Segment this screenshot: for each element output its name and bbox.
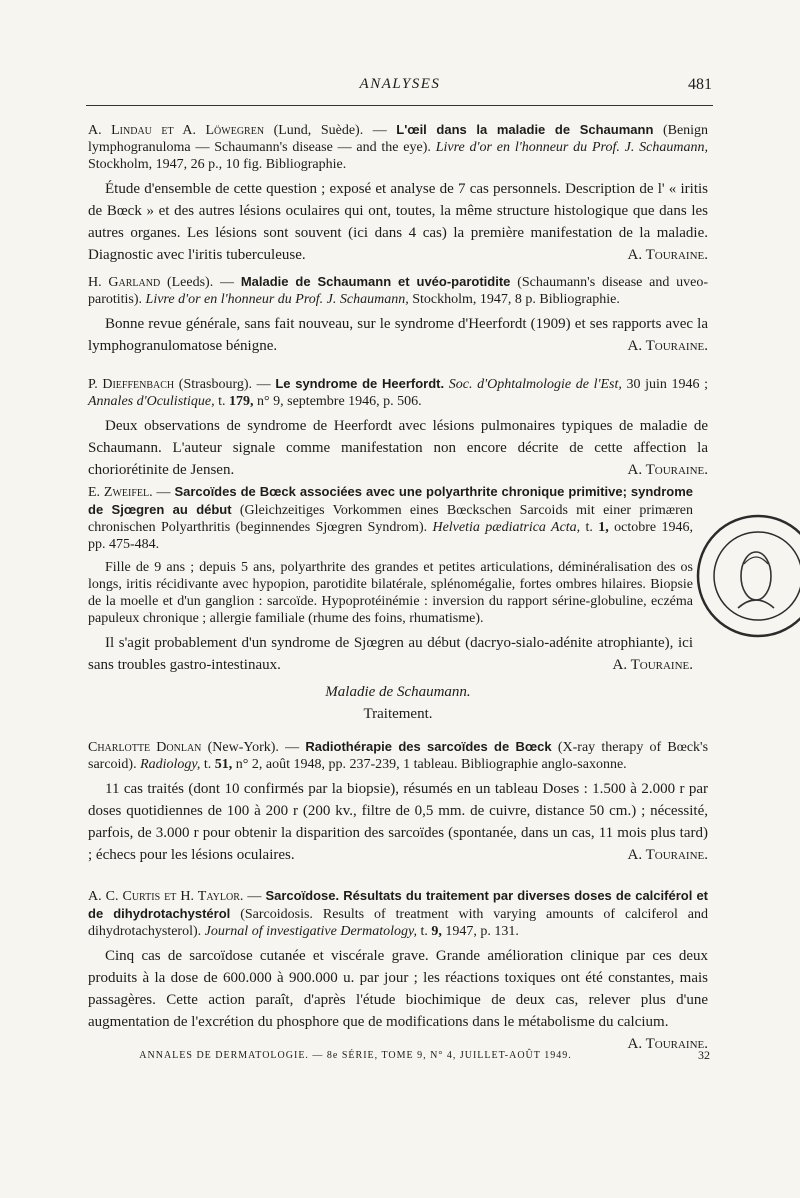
signature-mark: 32 xyxy=(698,1048,710,1062)
article-society: Soc. d'Ophtalmologie de l'Est, xyxy=(448,377,622,392)
article-journal: Livre d'or en l'honneur du Prof. J. Schaumann, xyxy=(145,292,409,307)
library-stamp xyxy=(692,484,800,664)
article-curtis-taylor xyxy=(88,887,708,1055)
running-title: ANALYSES xyxy=(359,76,441,92)
article-citation xyxy=(88,887,708,940)
article-volume: 51, xyxy=(214,757,233,772)
article-author: E. Zweifel. xyxy=(88,485,153,500)
article-citation xyxy=(88,483,693,553)
article-author: H. Garland xyxy=(88,275,161,290)
article-place: (Strasbourg). — xyxy=(178,377,271,392)
article-journal: Annales d'Oculistique, xyxy=(88,394,215,409)
article-title: Sarcoïdose. Résultats du traitement par diverses doses de calciférol et de dihydrotachystérol xyxy=(88,888,709,921)
article-signature: A. Touraine. xyxy=(627,462,708,478)
article-lindau xyxy=(88,121,708,266)
article-signature: A. Touraine. xyxy=(612,657,693,673)
article-title: Radiothérapie des sarcoïdes de Bœck xyxy=(305,739,552,754)
article-body xyxy=(88,313,708,357)
article-journal: Journal of investigative Dermatology, xyxy=(204,924,417,939)
article-source-tail: Stockholm, 1947, 26 p., 10 fig. Bibliographie. xyxy=(88,157,347,172)
article-author: A. C. Curtis et H. Taylor. xyxy=(88,889,244,904)
article-source-tail: Stockholm, 1947, 8 p. Bibliographie. xyxy=(412,292,620,307)
article-body-text: Étude d'ensemble de cette question ; exposé et analyse de 7 cas personnels. Description de l' « iritis de Bœck » et des autres lésions oculaires qui ont, toutes, la même structure histologique que dans les autres organes. Les lésions sont souvent (ici dans 4 cas) la première manifestation de la maladie. Diagnostic avec l'iritis tuberculeuse. xyxy=(88,181,708,263)
article-author: P. Dieffenbach xyxy=(88,377,175,392)
article-place: (Lund, Suède). — xyxy=(273,123,387,138)
article-body xyxy=(88,778,708,866)
article-donlan xyxy=(88,738,708,866)
article-place: (New-York). — xyxy=(207,740,300,755)
article-volume-prefix: t. xyxy=(585,520,593,535)
article-garland xyxy=(88,273,708,357)
section-subtitle: Traitement. xyxy=(363,706,433,722)
article-author: Charlotte Donlan xyxy=(88,740,202,755)
article-signature: A. Touraine. xyxy=(627,338,708,354)
article-volume: 179, xyxy=(229,394,254,409)
article-body-text: Deux observations de syndrome de Heerfordt avec lésions pulmonaires typiques de maladie de Schaumann. L'auteur signale comme manifestation non encore décrite de cette affection la choriorétinite de Jensen. xyxy=(88,418,708,478)
article-title: Le syndrome de Heerfordt. xyxy=(275,376,445,391)
page-number: 481 xyxy=(688,76,712,93)
article-body xyxy=(88,632,693,676)
article-volume-prefix: t. xyxy=(203,757,212,772)
article-source-tail: n° 9, septembre 1946, p. 506. xyxy=(257,394,422,409)
article-volume-prefix: t. xyxy=(218,394,226,409)
article-citation xyxy=(88,738,708,773)
article-volume: 1, xyxy=(598,520,609,535)
article-source: (X-ray therapy of Bœck's sarcoid). xyxy=(88,740,709,772)
article-citation xyxy=(88,273,708,308)
article-journal: Livre d'or en l'honneur du Prof. J. Schaumann, xyxy=(435,140,708,155)
portrait-shoulder-icon xyxy=(738,600,774,608)
article-author: A. Lindau et A. Löwegren xyxy=(88,123,265,138)
journal-footer: ANNALES DE DERMATOLOGIE. — 8e SÉRIE, TOME 9, N° 4, JUILLET-AOÛT 1949. xyxy=(139,1050,572,1061)
portrait-hair-icon xyxy=(744,557,768,564)
header-rule xyxy=(86,105,713,106)
article-source: (Gleichzeitiges Vorkommen eines Bœckschen Sarcoids mit einer primæren chronischen Polyarthritis (beginnendes Sjœgren Syndrom). xyxy=(88,503,693,535)
article-place: — xyxy=(247,889,262,904)
article-body xyxy=(88,945,708,1052)
article-source: (Benign lymphogranuloma — Schaumann's disease — and the eye). xyxy=(88,123,709,155)
article-title: Sarcoïdes de Bœck associées avec une polyarthrite chronique primitive; syndrome de Sjœgren au début xyxy=(88,484,694,517)
article-source-tail: octobre 1946, pp. 475-484. xyxy=(88,520,693,552)
article-citation xyxy=(88,121,708,173)
article-source-tail: 1947, p. 131. xyxy=(445,924,519,939)
article-body-text: Bonne revue générale, sans fait nouveau, sur le syndrome d'Heerfordt (1909) et ses rapports avec la lymphogranulomatose bénigne. xyxy=(88,316,708,354)
article-zweifel xyxy=(88,483,693,676)
article-signature: A. Touraine. xyxy=(627,1036,708,1052)
article-journal: Radiology, xyxy=(140,757,201,772)
article-place: (Leeds). — xyxy=(166,275,235,290)
article-body-text: 11 cas traités (dont 10 confirmés par la biopsie), résumés en un tableau Doses : 1.500 à 2.000 r par doses quotidiennes de 100 à 200 r (200 kv., filtre de 0,5 mm. de cuivre, distance 50 cm.) ; nécessité, parfois, de 3.000 r pour obtenir la disparition des sarcoïdes (spontanée, dans un cas, 11 mois plus tard) ; échecs pour les lésions oculaires. xyxy=(88,781,708,863)
portrait-head-icon xyxy=(741,552,771,600)
article-volume-prefix: t. xyxy=(420,924,428,939)
article-source: (Sarcoidosis. Results of treatment with varying amounts of calciferol and dihydrotachysterol). xyxy=(88,907,709,939)
article-observation: Fille de 9 ans ; depuis 5 ans, polyarthrite des grandes et petites articulations, déminéralisation des os longs, iritis récidivante avec hypopion, parotidite bilatérale, splénomégalie, fortes ombres hilaires. Biopsie de la moelle et d'un ganglion : sarcoïde. Hypoprotéinémie : inversion du rapport sérine-globuline, eczéma papuleux chronique ; allergie familiale (rhume des foins, rhumatisme). xyxy=(88,560,693,626)
section-title: Maladie de Schaumann. xyxy=(325,684,471,700)
article-journal: Helvetia pædiatrica Acta, xyxy=(432,520,581,535)
article-signature: A. Touraine. xyxy=(627,847,708,863)
article-source-tail: n° 2, août 1948, pp. 237-239, 1 tableau. Bibliographie anglo-saxonne. xyxy=(235,757,627,772)
article-body xyxy=(88,415,708,481)
article-source: (Schaumann's disease and uveo-parotitis). xyxy=(88,275,709,307)
article-dieffenbach xyxy=(88,375,708,481)
article-source-date: 30 juin 1946 ; xyxy=(626,377,709,392)
article-signature: A. Touraine. xyxy=(627,247,708,263)
article-place: — xyxy=(156,485,171,500)
article-body xyxy=(88,178,708,266)
stamp-inner-ring xyxy=(714,532,800,620)
article-body-text: Il s'agit probablement d'un syndrome de Sjœgren au début (dacryo-sialo-adénite atrophiante), ici sans troubles gastro-intestinaux. xyxy=(88,635,693,673)
article-title: L'œil dans la maladie de Schaumann xyxy=(396,122,654,137)
article-volume: 9, xyxy=(431,924,442,939)
article-citation xyxy=(88,375,708,410)
article-title: Maladie de Schaumann et uvéo-parotidite xyxy=(240,274,511,289)
article-body-text: Cinq cas de sarcoïdose cutanée et viscérale grave. Grande amélioration clinique par ces deux produits à la dose de 600.000 à 900.000 u. par jour ; les réactions toxiques ont été constantes, mais passagères. Cette action paraît, d'après l'étude biochimique de deux cas, relever plus d'une augmentation de l'excrétion du phosphore que de modifications dans le métabolisme du calcium. xyxy=(88,948,708,1030)
